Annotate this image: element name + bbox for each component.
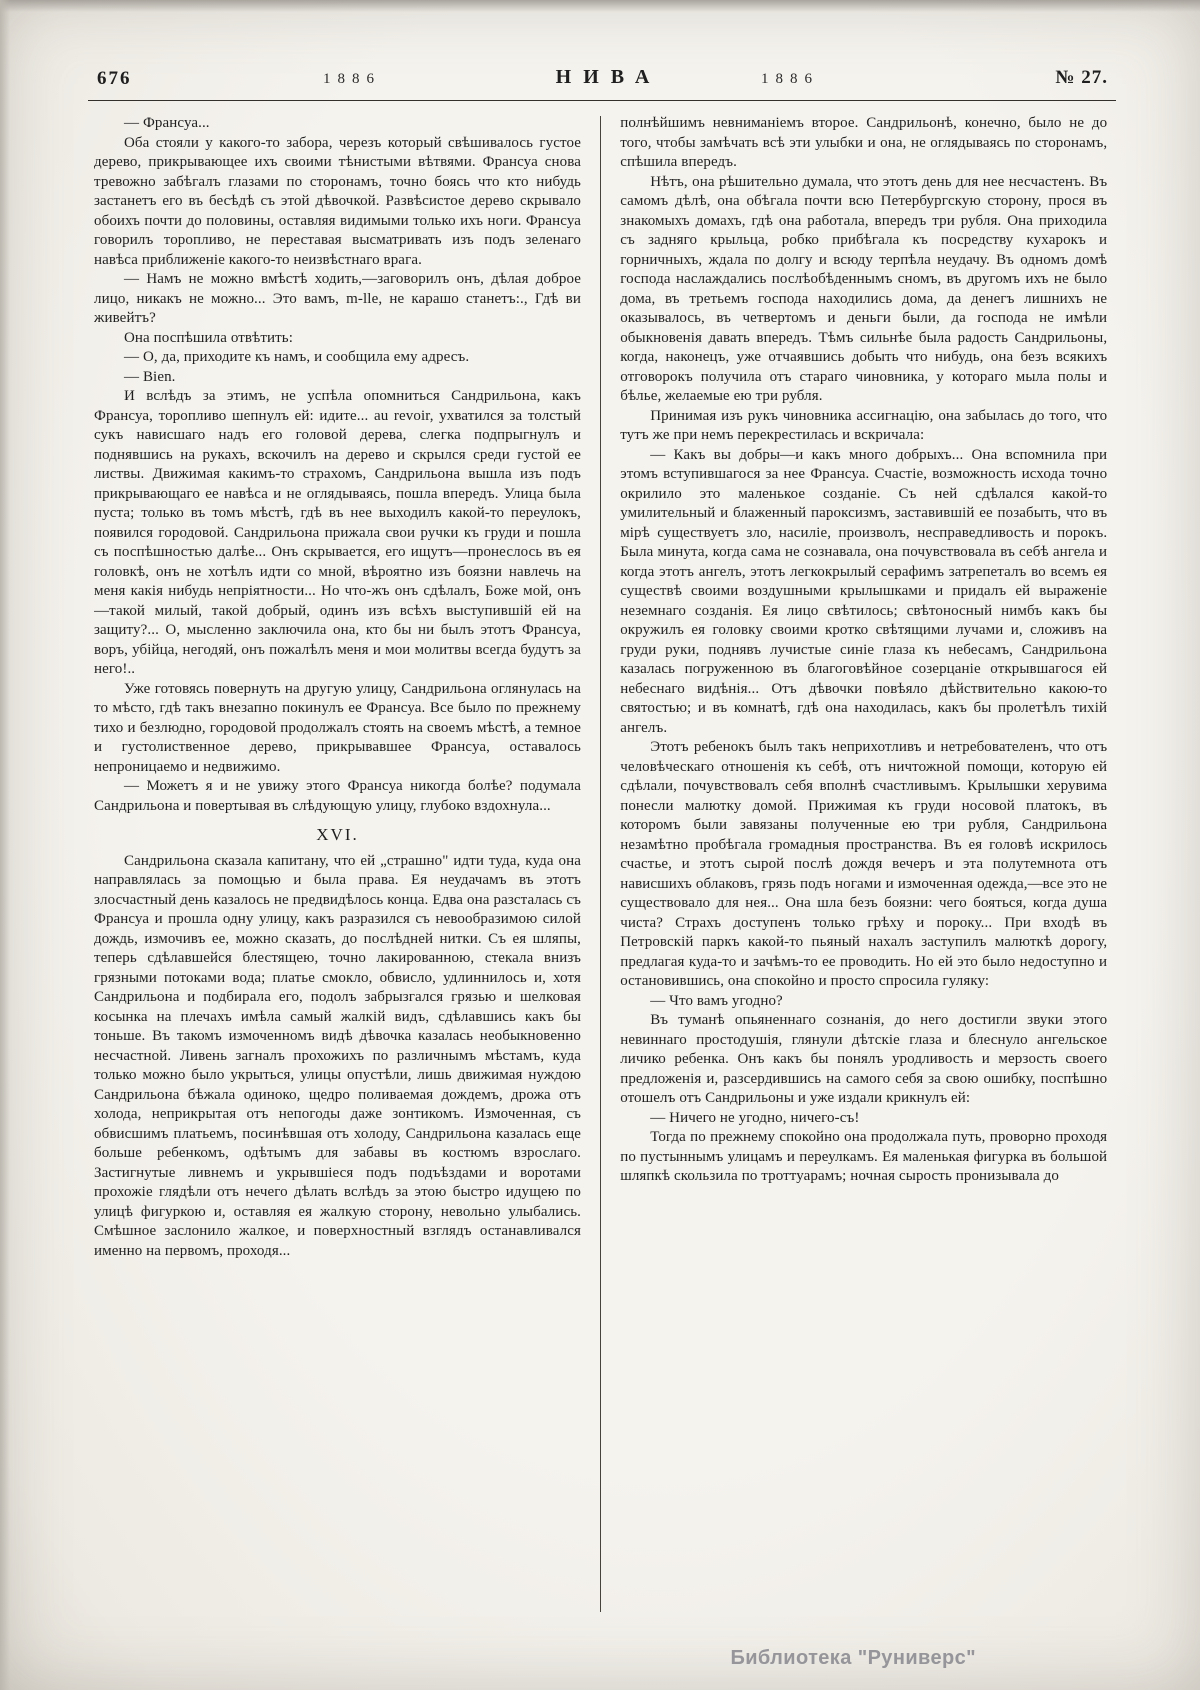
paragraph: Этотъ ребенокъ былъ такъ неприхотливъ и нетребователенъ, что отъ человѣческаго отношенія къ себѣ, отъ ничтожной помощи, которую ей сдѣлали, почувствовалъ себя вполнѣ счастливымъ. Крылышки херувима понесли малютку домой. Прижимая къ груди носовой платокъ, въ которомъ были завязаны полученные ею три рубля, Сандрильона незамѣтно пробѣгала громадныя пространства. Въ ея головѣ искрилось счастье, и этотъ сырой послѣ дождя вечеръ и эта полутемнота отъ нависшихъ облаковъ, грязь подъ ногами и измоченная одежда,—все это не существовало для нея... Она шла безъ боязни: чего бояться, когда душа чиста? Страхъ доступенъ только грѣху и пороку... При входѣ въ Петровскій паркъ какой-то пьяный нахалъ заступилъ малюткѣ дорогу, предлагая куда-то и зачѣмъ-то ее проводить. Но ей это было недоступно и остановившись, она спокойно и просто спросила гуляку: xyxy=(620,739,1108,989)
paragraph: Въ туманѣ опьяненнаго сознанія, до него достигли звуки этого невиннаго простодушія, глянули дѣтскіе глаза и блеснуло ангельское личико ребенка. Онъ какъ бы понялъ уродливость и мерзость своего предложенія и, разсердившись на самого себя за свою ошибку, поспѣшно отошелъ отъ Сандрильоны и уже издали крикнулъ ей: xyxy=(620,1012,1108,1106)
paragraph: — Можетъ я и не увижу этого Франсуа никогда болѣе? подумала Сандрильона и повертывая въ слѣдующую улицу, глубоко вздохнула... xyxy=(94,778,581,814)
issue-number: № 27. xyxy=(1055,67,1108,88)
paragraph: — Франсуа... xyxy=(124,115,210,131)
paragraph: Оба стояли у какого-то забора, черезъ который свѣшивалось густое дерево, прикрывающее ихъ своими тѣнистыми вѣтвями. Франсуа снова тревожно забѣгалъ глазами по сторонамъ, точно боясь что кто нибудь застанетъ его въ бесѣдѣ съ этой дѣвочкой. Развѣсистое дерево скрывало обоихъ почти до половины, оставляя видимыми только ихъ ноги. Франсуа говорилъ торопливо, не переставая высматривать изъ подъ зеленаго навѣса приближеніе какого-то неизвѣстнаго врага. xyxy=(94,134,581,268)
paragraph: И вслѣдъ за этимъ, не успѣла опомниться Сандрильона, какъ Франсуа, торопливо шепнулъ ей: идите... au revoir, ухватился за толстый сукъ нависшаго надъ его головой дерева, слегка подпрыгнулъ и поднявшись на рукахъ, вскочилъ на дерево и скрылся среди густой ее листвы. Движимая какимъ-то страхомъ, Сандрильона вышла изъ подъ прикрывающаго ее навѣса и не оглядываясь, пошла впередъ. Улица была пуста; только въ томъ мѣстѣ, гдѣ въ нее выходилъ какой-то переулокъ, появился городовой. Сандрильона прижала свои ручки къ груди и пошла съ поспѣшностью далѣе... Онъ скрывается, его ищутъ—пронеслось въ ея головкѣ, онъ не хотѣлъ идти со мной, вѣроятно изъ боязни навлечь на меня какія нибудь непріятности... Но что-жъ онъ сдѣлалъ, Боже мой, онъ—такой милый, такой добрый, одинъ изъ всѣхъ выступившій ей на защиту?... О, мысленно заключила она, кто бы ни былъ этотъ Франсуа, воръ, убійца, негодяй, онъ пожалѣлъ меня и мои молитвы всегда будутъ за него!.. xyxy=(94,388,581,677)
paragraph: — Намъ не можно вмѣстѣ ходить,—заговорилъ онъ, дѣлая доброе лицо, никакъ не можно... Это вамъ, m-lle, не карашо станетъ:., Гдѣ ви живейтъ? xyxy=(94,271,581,326)
year-right: 1886 xyxy=(761,71,819,87)
paragraph: Тогда по прежнему спокойно она продолжала путь, проворно проходя по пустыннымъ улицамъ и переулкамъ. Ея маленькая фигурка въ большой шляпкѣ скользила по троттуарамъ; ночная сырость пронизывала до xyxy=(620,1129,1108,1184)
library-watermark: Библиотека "Руниверс" xyxy=(730,1647,976,1669)
paragraph: — Какъ вы добры—и какъ много добрыхъ... Она вспомнила при этомъ вступившагося за нее Франсуа. Счастіе, возможность исхода точно окрилило это маленькое созданіе. Съ ней сдѣлался какой-то умилительный и блаженный пароксизмъ, заставившій ее позабыть, что въ мірѣ существуетъ зло, насиліе, произволъ, несправедливость и порокъ. Была минута, когда сама не сознавала, она почувствовала въ себѣ ангела и когда этотъ ангелъ, этотъ легкокрылый серафимъ затрепеталъ во всемъ ея существѣ своими воздушными крылышками и придалъ ей выраженіе неземнаго созданія. Ея лицо свѣтилось; свѣтоносный нимбъ какъ бы окружилъ ея головку своими кротко свѣтящими лучами и, сложивъ на груди руки, поднявъ лучистые синіе глаза къ небесамъ, Сандрильона казалась погруженною въ благоговѣйное созерцаніе открывшагося ей небеснаго видѣнія... Отъ дѣвочки повѣяло дѣйствительно какою-то святостью; и въ комнатѣ, гдѣ она находилась, какъ бы пролетѣлъ тихій ангелъ. xyxy=(620,446,1108,736)
paragraph: — Bien. xyxy=(124,368,176,385)
right-column xyxy=(620,114,1107,1616)
paragraph: — Что вамъ угодно? xyxy=(650,992,783,1009)
paragraph: Сандрильона сказала капитану, что ей „страшно" идти туда, куда она направлялась за помощью и была права. Ея неудачамъ въ этотъ злосчастный день казалось не предвидѣлось конца. Едва она разсталась съ Франсуа и прошла одну улицу, какъ разразился съ невообразимою силой дождь, измочивъ ее, можно сказать, до послѣдней нитки. Съ ея шляпы, теперь сдѣлавшейся блестящею, точно лакированною, стекала внизъ грязными потоками вода; платье смокло, обвисло, удлиннилось и, хотя Сандрильона и подбирала его, подолъ забрызгался грязью и шелковая косынка на плечахъ имѣла самый жалкій видъ, сдѣлавшись какъ бы тоньше. Въ такомъ измоченномъ видѣ дѣвочка казалась необыкновенно несчастной. Ливень загналъ прохожихъ по различнымъ мѣстамъ, куда только можно было укрыться, улицы опустѣли, лишь движимая нуждою Сандрильона бѣжала одиноко, щедро поливаемая дождемъ, дрожа отъ холода, неприкрытая отъ непогоды даже зонтикомъ. Измоченная, съ обвисшимъ платьемъ, посинѣвшая отъ холоду, Сандрильона казалась еще больше ребенкомъ, одѣтымъ для забавы въ костюмъ взрослаго. Застигнутые ливнемъ и укрывшіеся подъ подъѣздами и воротами прохожіе глядѣли отъ нечего дѣлать вслѣдъ за этою быстро идущею по улицѣ фигуркою и, оставляя ея жалкую сторону, невольно улыбались. Смѣшное заслонило жалкое, и поверхностный взглядъ останавливался именно на первомъ, проходя... xyxy=(94,852,581,1259)
chapter-heading: XVI. xyxy=(316,825,359,844)
paragraph: — О, да, приходите къ намъ, и сообщила ему адресъ. xyxy=(124,349,470,365)
masthead-title: НИВА xyxy=(555,66,662,88)
page-number: 676 xyxy=(97,68,132,89)
scan-edge-left xyxy=(0,0,10,1690)
left-column xyxy=(94,114,581,1616)
scan-edge-top xyxy=(0,0,1200,12)
year-left: 1886 xyxy=(323,71,381,87)
paragraph: полнѣйшимъ невниманіемъ второе. Сандрильонѣ, конечно, было не до того, чтобы замѣчать всѣ эти улыбки и она, не оглядываясь по сторонамъ, спѣшила впередъ. xyxy=(620,115,1108,170)
paragraph: Нѣтъ, она рѣшительно думала, что этотъ день для нее несчастенъ. Въ самомъ дѣлѣ, она обѣгала почти всю Петербургскую сторону, прося въ знакомыхъ домахъ, гдѣ она работала, впередъ три рубля. Она приходила съ задняго крыльца, робко прибѣгала къ посредству кухарокъ и горничныхъ, ждала по долгу и всюду терпѣла неудачу. Въ одномъ домѣ господа наслаждались послѣобѣденнымъ сномъ, въ другомъ ихъ не было дома, въ третьемъ господа находились дома, да денегъ лишнихъ не оказывалось, въ четвертомъ и деньги были, да господа не имѣли обыкновенія давать впередъ. Тѣмъ сильнѣе была радость Сандрильоны, когда, наконецъ, уже отчаявшись добыть что нибудь, она безъ всякихъ отговорокъ получила отъ стараго чиновника, у котораго мыла полы и бѣлье, желаемые ею три рубля. xyxy=(620,173,1108,404)
paragraph: Уже готовясь повернуть на другую улицу, Сандрильона оглянулась на то мѣсто, гдѣ такъ внезапно покинулъ ее Франсуа. Все было по прежнему тихо и безлюдно, городовой продолжалъ стоять на своемъ мѣстѣ, а темное и густолиственное дерево, прикрывавшее Франсуа, оставалось непроницаемо и недвижимо. xyxy=(94,680,581,775)
paragraph: — Ничего не угодно, ничего-съ! xyxy=(650,1109,860,1126)
column-divider xyxy=(600,116,601,1612)
article-body xyxy=(94,114,1108,1616)
header-rule xyxy=(88,100,1116,101)
paragraph: Принимая изъ рукъ чиновника ассигнацію, она забылась до того, что тутъ же при немъ перекрестилась и вскричала: xyxy=(620,407,1108,443)
paragraph: Она поспѣшила отвѣтить: xyxy=(124,329,293,346)
page-header xyxy=(95,66,1110,94)
